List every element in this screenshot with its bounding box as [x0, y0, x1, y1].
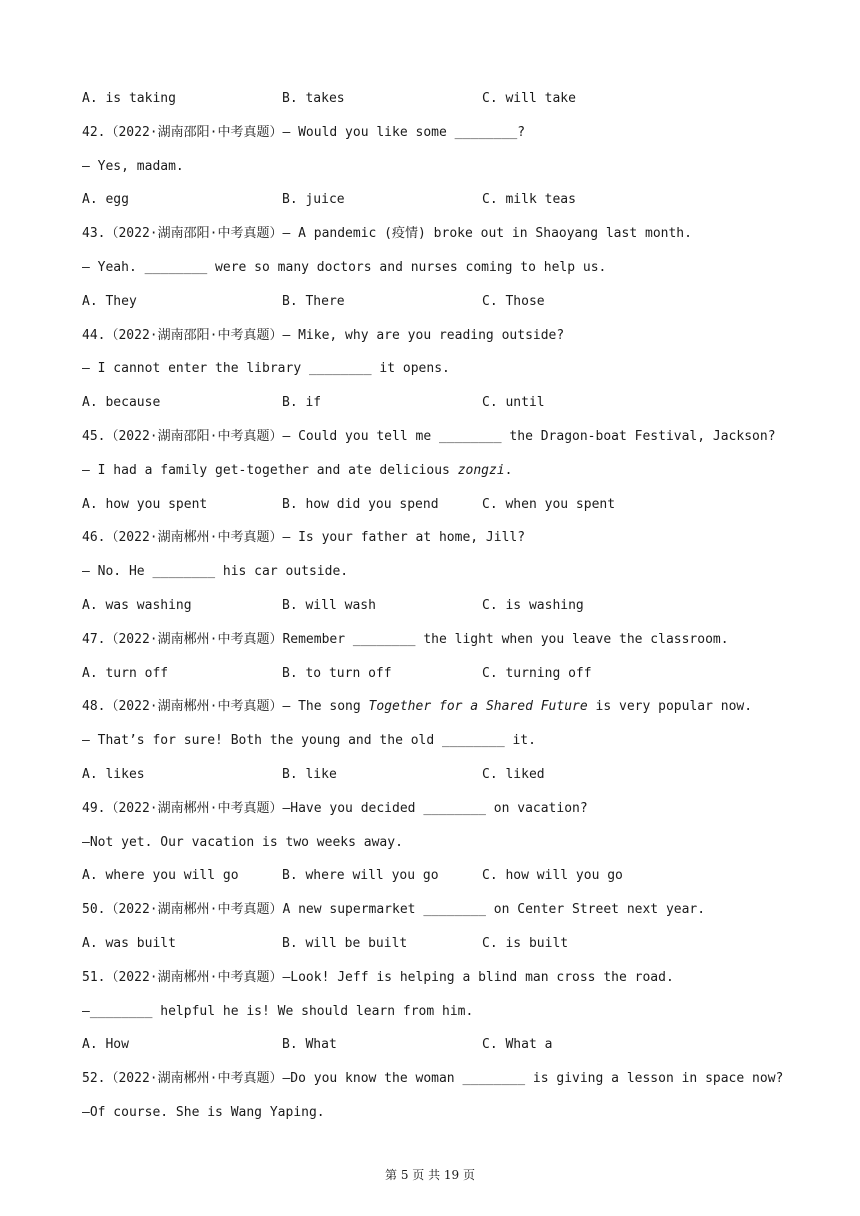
- answer-options: [82, 664, 802, 698]
- text-segment: 47.（2022·湖南郴州·中考真题）Remember ________ the light when you leave the classroom.: [82, 631, 729, 647]
- option-a: A. likes: [82, 766, 145, 782]
- option-a: A. was built: [82, 935, 176, 951]
- text-segment: — I cannot enter the library ________ it opens.: [82, 361, 450, 377]
- question-text-line: [82, 630, 802, 664]
- option-c: C. will take: [482, 91, 576, 106]
- text-segment: — No. He ________ his car outside.: [82, 564, 349, 580]
- question-text-line: [82, 427, 802, 461]
- text-segment: 44.（2022·湖南邵阳·中考真题）— Mike, why are you reading outside?: [82, 327, 565, 343]
- question-text-line: [82, 258, 802, 292]
- question-text-line: [82, 833, 802, 867]
- option-b: B. will be built: [282, 935, 408, 951]
- text-segment: —Of course. She is Wang Yaping.: [82, 1104, 325, 1120]
- option-b: B. where will you go: [282, 868, 439, 884]
- question-text-line: [82, 731, 802, 765]
- question-text-line: [82, 562, 802, 596]
- option-b: B. juice: [282, 192, 345, 208]
- question-text-line: [82, 799, 802, 833]
- answer-options: [82, 866, 802, 900]
- text-segment: —________ helpful he is! We should learn from him.: [82, 1003, 474, 1019]
- question-text-line: [82, 123, 802, 157]
- answer-options: [82, 89, 802, 123]
- text-segment: — I had a family get-together and ate delicious: [82, 462, 458, 478]
- option-a: A. because: [82, 395, 161, 411]
- option-c: C. What a: [482, 1037, 553, 1053]
- text-segment: 49.（2022·湖南郴州·中考真题）—Have you decided ________ on vacation?: [82, 800, 588, 816]
- text-segment: .: [504, 462, 513, 478]
- option-c: C. milk teas: [482, 192, 576, 208]
- question-text-line: [82, 528, 802, 562]
- text-segment: 51.（2022·湖南郴州·中考真题）—Look! Jeff is helping a blind man cross the road.: [82, 969, 674, 985]
- text-segment: 43.（2022·湖南邵阳·中考真题）— A pandemic (疫情) broke out in Shaoyang last month.: [82, 226, 692, 242]
- answer-options: [82, 765, 802, 799]
- option-b: B. if: [282, 395, 322, 411]
- option-c: C. Those: [482, 293, 545, 309]
- option-a: A. where you will go: [82, 868, 239, 884]
- option-c: C. is washing: [482, 597, 584, 613]
- text-segment: — Yeah. ________ were so many doctors and nurses coming to help us.: [82, 259, 607, 275]
- option-c: C. is built: [482, 935, 569, 951]
- option-c: C. liked: [482, 766, 545, 782]
- answer-options: [82, 934, 802, 968]
- question-text-line: [82, 224, 802, 258]
- option-b: B. like: [282, 766, 337, 782]
- option-a: A. turn off: [82, 665, 169, 681]
- option-a: A. is taking: [82, 91, 176, 106]
- option-b: B. There: [282, 293, 345, 309]
- question-text-line: [82, 1002, 802, 1036]
- question-text-line: [82, 461, 802, 495]
- option-a: A. egg: [82, 192, 129, 208]
- question-text-line: [82, 359, 802, 393]
- option-c: C. when you spent: [482, 496, 616, 512]
- text-segment: 52.（2022·湖南郴州·中考真题）—Do you know the woman ________ is giving a lesson in space now?: [82, 1071, 784, 1087]
- page-footer: 第 5 页 共 19 页: [385, 1168, 475, 1182]
- option-b: B. takes: [282, 91, 345, 106]
- option-b: B. will wash: [282, 597, 376, 613]
- answer-options: [82, 393, 802, 427]
- question-text-line: [82, 1069, 802, 1103]
- italic-text: Together for a Shared Future: [368, 699, 588, 715]
- answer-options: [82, 190, 802, 224]
- text-segment: — That’s for sure! Both the young and the old ________ it.: [82, 733, 536, 749]
- option-c: C. how will you go: [482, 868, 623, 884]
- question-text-line: [82, 968, 802, 1002]
- option-c: C. turning off: [482, 665, 592, 681]
- question-text-line: [82, 697, 802, 731]
- text-segment: 46.（2022·湖南郴州·中考真题）— Is your father at home, Jill?: [82, 530, 526, 546]
- answer-options: [82, 495, 802, 529]
- question-text-line: [82, 900, 802, 934]
- question-text-line: [82, 1103, 802, 1137]
- text-segment: 45.（2022·湖南邵阳·中考真题）— Could you tell me ________ the Dragon-boat Festival, Jackson?: [82, 428, 776, 444]
- option-b: B. What: [282, 1037, 337, 1053]
- option-a: A. was washing: [82, 597, 192, 613]
- question-list: [82, 89, 802, 1137]
- option-a: A. How: [82, 1037, 129, 1053]
- answer-options: [82, 596, 802, 630]
- question-text-line: [82, 157, 802, 191]
- italic-text: zongzi: [457, 462, 505, 478]
- option-a: A. They: [82, 293, 137, 309]
- text-segment: — Yes, madam.: [82, 158, 184, 174]
- answer-options: [82, 1035, 802, 1069]
- answer-options: [82, 292, 802, 326]
- text-segment: —Not yet. Our vacation is two weeks away.: [82, 834, 403, 850]
- text-segment: 50.（2022·湖南郴州·中考真题）A new supermarket ________ on Center Street next year.: [82, 902, 706, 918]
- option-b: B. to turn off: [282, 665, 392, 681]
- option-a: A. how you spent: [82, 496, 208, 512]
- text-segment: is very popular now.: [587, 699, 753, 715]
- text-segment: 48.（2022·湖南郴州·中考真题）— The song: [82, 699, 369, 715]
- option-b: B. how did you spend: [282, 496, 439, 512]
- text-segment: 42.（2022·湖南邵阳·中考真题）— Would you like some ________?: [82, 124, 526, 140]
- question-text-line: [82, 326, 802, 360]
- option-c: C. until: [482, 395, 545, 411]
